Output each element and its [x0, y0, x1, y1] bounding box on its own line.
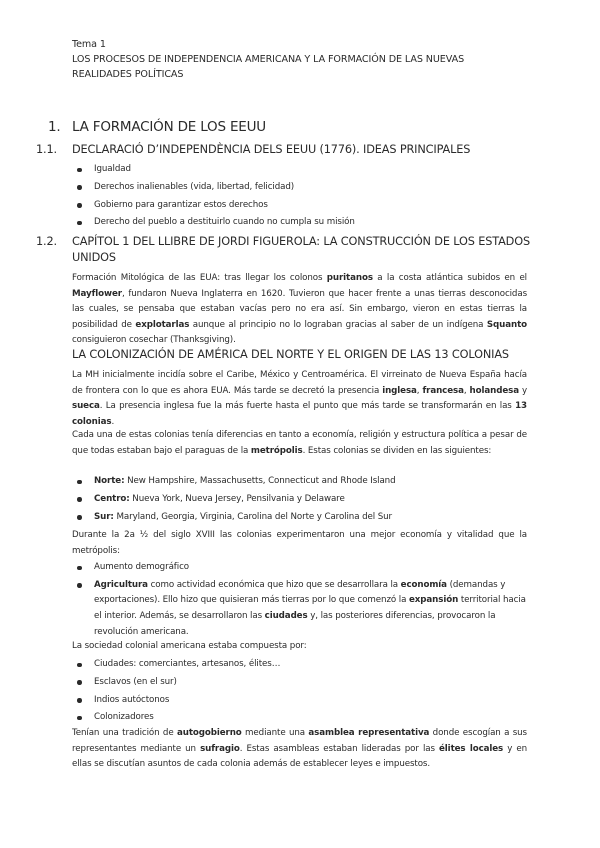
document-title-line2: REALIDADES POLÍTICAS: [72, 69, 184, 80]
list-item: Centro: Nueva York, Nueva Jersey, Pensilvania y Delaware: [72, 492, 527, 508]
paragraph-mayflower: Formación Mitológica de las EUA: tras llegar los colonos puritanos a la costa atlántica subidos en el Mayflower, fundaron Nueva Inglaterra en 1620. Tuvieron que hacer frente a unas tierras desconocidas las cuales, se pensaba que estaban vacías pero no era así. Sin embargo, vieron en estas tierras la posibilidad de explotarlas aunque al principio no lo lograban gracias al saber de un indígena Squanto consiguieron cosechar (Thanksgiving).: [72, 273, 528, 346]
section-heading: LA FORMACIÓN DE LOS EEUU: [72, 119, 266, 135]
paragraph-society: La sociedad colonial americana estaba compuesta por:: [72, 641, 307, 651]
list-item: Derecho del pueblo a destituirlo cuando no cumpla su misión: [72, 215, 527, 231]
society-list: [72, 657, 527, 728]
list-item: Sur: Maryland, Georgia, Virginia, Carolina del Norte y Carolina del Sur: [72, 510, 527, 526]
growth-list: [72, 560, 527, 642]
paragraph-colonization: La MH inicialmente incidía sobre el Caribe, México y Centroamérica. El virreinato de Nueva España hacía de frontera con lo que es ahora EUA. Más tarde se decretó la presencia inglesa, francesa, holandesa y sueca. La presencia inglesa fue la más fuerte hasta el punto que más tarde se transformarán en las 13 colonias.: [72, 370, 528, 427]
list-item: Aumento demográfico: [72, 560, 527, 576]
paragraph-growth: Durante la 2a ½ del siglo XVIII las colonias experimentaron una mejor economía y vitalidad que la metrópolis:: [72, 530, 527, 556]
list-item: Gobierno para garantizar estos derechos: [72, 198, 527, 214]
document-title-line1: LOS PROCESOS DE INDEPENDENCIA AMERICANA Y LA FORMACIÓN DE LAS NUEVAS: [72, 54, 465, 65]
topic-label: Tema 1: [72, 39, 106, 50]
list-item: Ciudades: comerciantes, artesanos, élites…: [72, 657, 527, 673]
list-item: Colonizadores: [72, 710, 527, 726]
list-item: Derechos inalienables (vida, libertad, felicidad): [72, 180, 527, 196]
paragraph-colonies: Cada una de estas colonias tenía diferencias en tanto a economía, religión y estructura política a pesar de que todas estaban bajo el paraguas de la metrópolis. Estas colonias se dividen en las siguientes:: [72, 430, 527, 456]
paragraph-selfgovernment: Tenían una tradición de autogobierno mediante una asamblea representativa donde escogían a sus representantes mediante un sufragio. Estas asambleas estaban lideradas por las élites locales y en ellas se discutían asuntos de cada colonia además de establecer leyes e impuestos.: [72, 728, 528, 770]
list-item: Norte: New Hampshire, Massachusetts, Connecticut and Rhode Island: [72, 474, 527, 490]
subsection-number: 1.1.: [36, 143, 57, 156]
section-subheading: LA COLONIZACIÓN DE AMÉRICA DEL NORTE Y EL ORIGEN DE LAS 13 COLONIAS: [72, 348, 509, 361]
subsection-heading-line1: CAPÍTOL 1 DEL LLIBRE DE JORDI FIGUEROLA: LA CONSTRUCCIÓN DE LOS ESTADOS: [72, 235, 530, 248]
section-number: 1.: [48, 119, 61, 135]
subsection-number: 1.2.: [36, 235, 57, 248]
regions-list: [72, 474, 527, 527]
subsection-heading: DECLARACIÓ D’INDEPENDÈNCIA DELS EEUU (1776). IDEAS PRINCIPALES: [72, 143, 471, 156]
list-item: Esclavos (en el sur): [72, 675, 527, 691]
principles-list: [72, 162, 527, 233]
list-item: Igualdad: [72, 162, 527, 178]
list-item: Agricultura como actividad económica que hizo que se desarrollara la economía (demandas y exportaciones). Ello hizo que quisieran más tierras por lo que comenzó la expansión territorial hacia el interior. Además, se desarrollaron las ciudades y, las posteriores diferencias, provocaron la revolución americana.: [72, 578, 527, 640]
list-item: Indios autóctonos: [72, 693, 527, 709]
subsection-heading-line2: UNIDOS: [72, 251, 116, 264]
